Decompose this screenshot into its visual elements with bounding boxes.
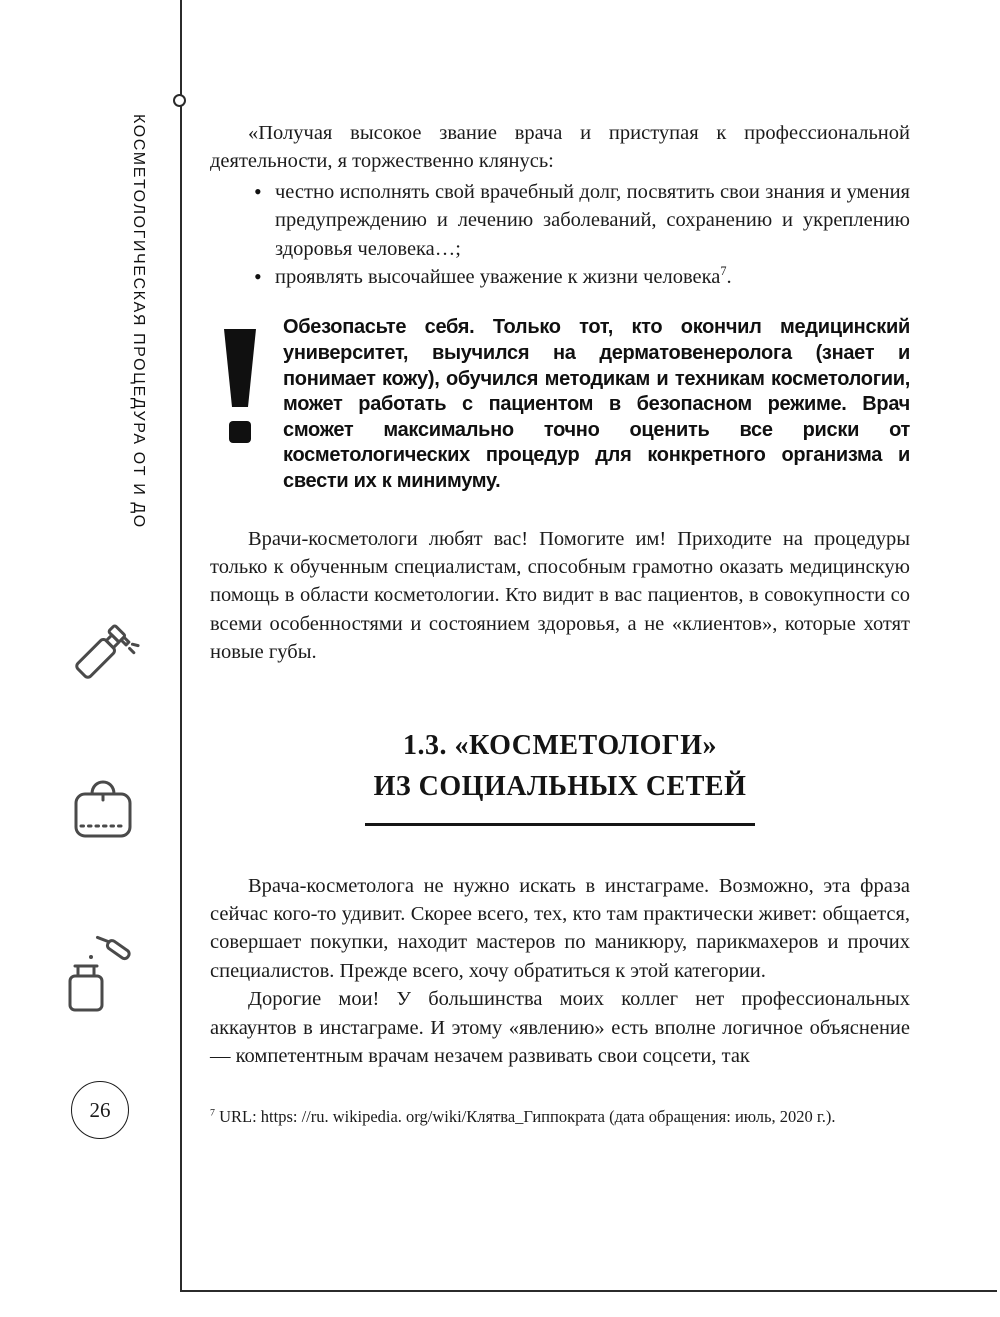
warning-text: Обезопасьте себя. Только тот, кто окончил медицинский университет, выучился на дерматовенеролога (знает и понимает кожу), обучился методикам и техникам косметологии, может работать с пациентом в безопасном режиме. Врач сможет максимально точно оценить все риски от косметологических процедур для конкретного организма и свести их к минимуму. xyxy=(283,316,910,492)
section-heading-line1: 1.3. «КОСМЕТОЛОГИ» xyxy=(403,730,717,762)
oath-item-text: честно исполнять свой врачебный долг, посвятить свои знания и умения предупреждению и лечению заболеваний, сохранению и укреплению здоровья человека…; xyxy=(275,180,910,260)
body-paragraph: Врачи-косметологи любят вас! Помогите им! Приходите на процедуры только к обученным специалистам, способным грамотно оказать медицинскую помощь в области косметологии. Кто видит в вас пациентов, в совокупности со всеми особенностями и состоянием здоровья, а не «клиентов», которые хотят новые губы. xyxy=(210,527,910,664)
cosmetic-bag-icon xyxy=(70,768,136,846)
section-heading-underline xyxy=(365,823,755,826)
oath-intro-paragraph: «Получая высокое звание врача и приступая к профессиональной деятельности, я торжественно клянусь: xyxy=(210,122,910,173)
main-text-column xyxy=(210,119,910,1070)
oath-item-tail: . xyxy=(726,265,732,288)
oath-bullet-list xyxy=(210,178,910,292)
oath-list-item xyxy=(275,263,910,291)
warning-block xyxy=(210,315,910,494)
page-number xyxy=(71,1081,129,1139)
exclamation-icon xyxy=(210,315,283,494)
section-heading-line2: ИЗ СОЦИАЛЬНЫХ СЕТЕЙ xyxy=(373,771,747,803)
footnote-text: URL: https: //ru. wikipedia. org/wiki/Клятва_Гиппократа (дата обращения: июль, 2020 г.). xyxy=(214,1107,836,1126)
page-number-value: 26 xyxy=(89,1097,111,1122)
footnote-reference-mark: 7 xyxy=(720,264,727,279)
oath-item-text: проявлять высочайшее уважение к жизни человека xyxy=(275,265,721,288)
footnote-number: 7 xyxy=(210,1107,215,1119)
left-margin-rule xyxy=(180,0,182,1291)
body-paragraph: Врача-косметолога не нужно искать в инстаграме. Возможно, эта фраза сейчас кого-то удивит. Скорее всего, тех, кто там практически живет: общается, совершает покупки, находит мастеров по маникюру, парикмахеров и прочих специалистов. Прежде всего, хочу обратиться к этой категории. xyxy=(210,874,910,982)
running-title-vertical: КОСМЕТОЛОГИЧЕСКАЯ ПРОЦЕДУРА ОТ И ДО xyxy=(130,114,147,529)
oath-list-item xyxy=(275,178,910,263)
footnote xyxy=(210,1106,915,1127)
dropper-bottle-icon xyxy=(56,930,146,1018)
spray-bottle-icon xyxy=(60,604,144,696)
body-paragraph: Дорогие мои! У большинства моих коллег нет профессиональных аккаунтов в инстаграме. И этому «явлению» есть вполне логичное объяснение — компетентным врачам незачем развивать свои соцсети, так xyxy=(210,988,910,1067)
margin-rule-circle-marker xyxy=(173,94,186,107)
section-heading xyxy=(210,726,910,807)
bottom-margin-rule xyxy=(180,1290,997,1292)
